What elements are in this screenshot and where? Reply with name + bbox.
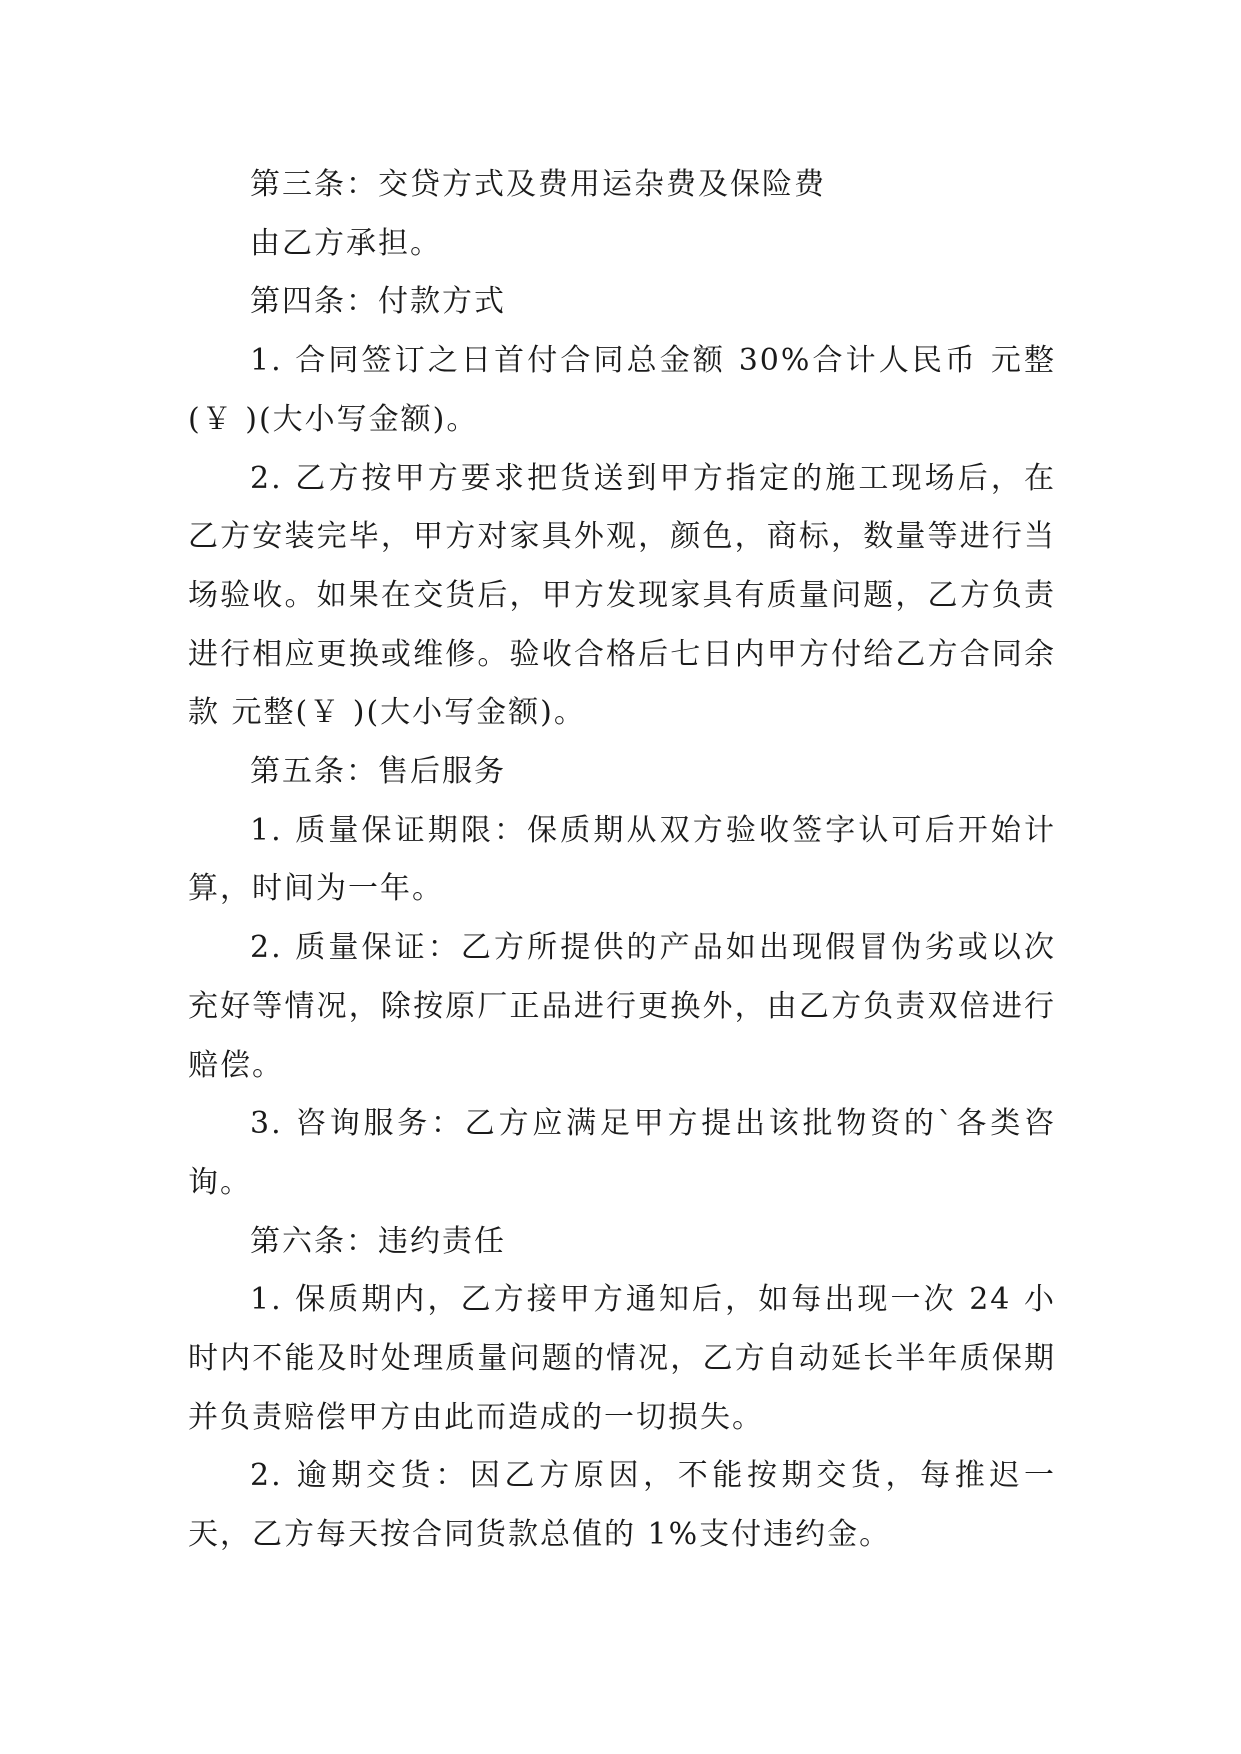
article-6-heading: 第六条：违约责任	[250, 1223, 506, 1259]
article-5-heading: 第五条：售后服务	[250, 754, 506, 790]
article-6-clause-1: 1. 保质期内，乙方接甲方通知后，如每出现一次 24 小时内不能及时处理质量问题的情况，乙方自动延长半年质保期并负责赔偿甲方由此而造成的一切损失。	[188, 1282, 1056, 1435]
article-5-clause-3: 3. 咨询服务：乙方应满足甲方提出该批物资的`各类咨询。	[188, 1106, 1056, 1200]
article-3-text: 由乙方承担。	[250, 225, 442, 261]
document-body	[188, 156, 1056, 1565]
article-3-heading: 第三条：交贷方式及费用运杂费及保险费	[250, 167, 826, 202]
article-4-heading: 第四条：付款方式	[250, 284, 506, 320]
article-5-clause-2: 2. 质量保证：乙方所提供的产品如出现假冒伪劣或以次充好等情况，除按原厂正品进行更换外，由乙方负责双倍进行赔偿。	[188, 930, 1056, 1083]
article-5-clause-1: 1. 质量保证期限：保质期从双方验收签字认可后开始计算，时间为一年。	[188, 812, 1056, 907]
article-4-clause-1: 1. 合同签订之日首付合同总金额 30%合计人民币 元整(￥ )(大小写金额)。	[188, 343, 1056, 437]
article-4-clause-2: 2. 乙方按甲方要求把货送到甲方指定的施工现场后，在乙方安装完毕，甲方对家具外观，颜色，商标，数量等进行当场验收。如果在交货后，甲方发现家具有质量问题，乙方负责进行相应更换或维修。验收合格后七日内甲方付给乙方合同余款 元整(￥ )(大小写金额)。	[188, 460, 1056, 731]
article-6-clause-2: 2. 逾期交货：因乙方原因，不能按期交货，每推迟一天，乙方每天按合同货款总值的 1%支付违约金。	[188, 1458, 1056, 1553]
